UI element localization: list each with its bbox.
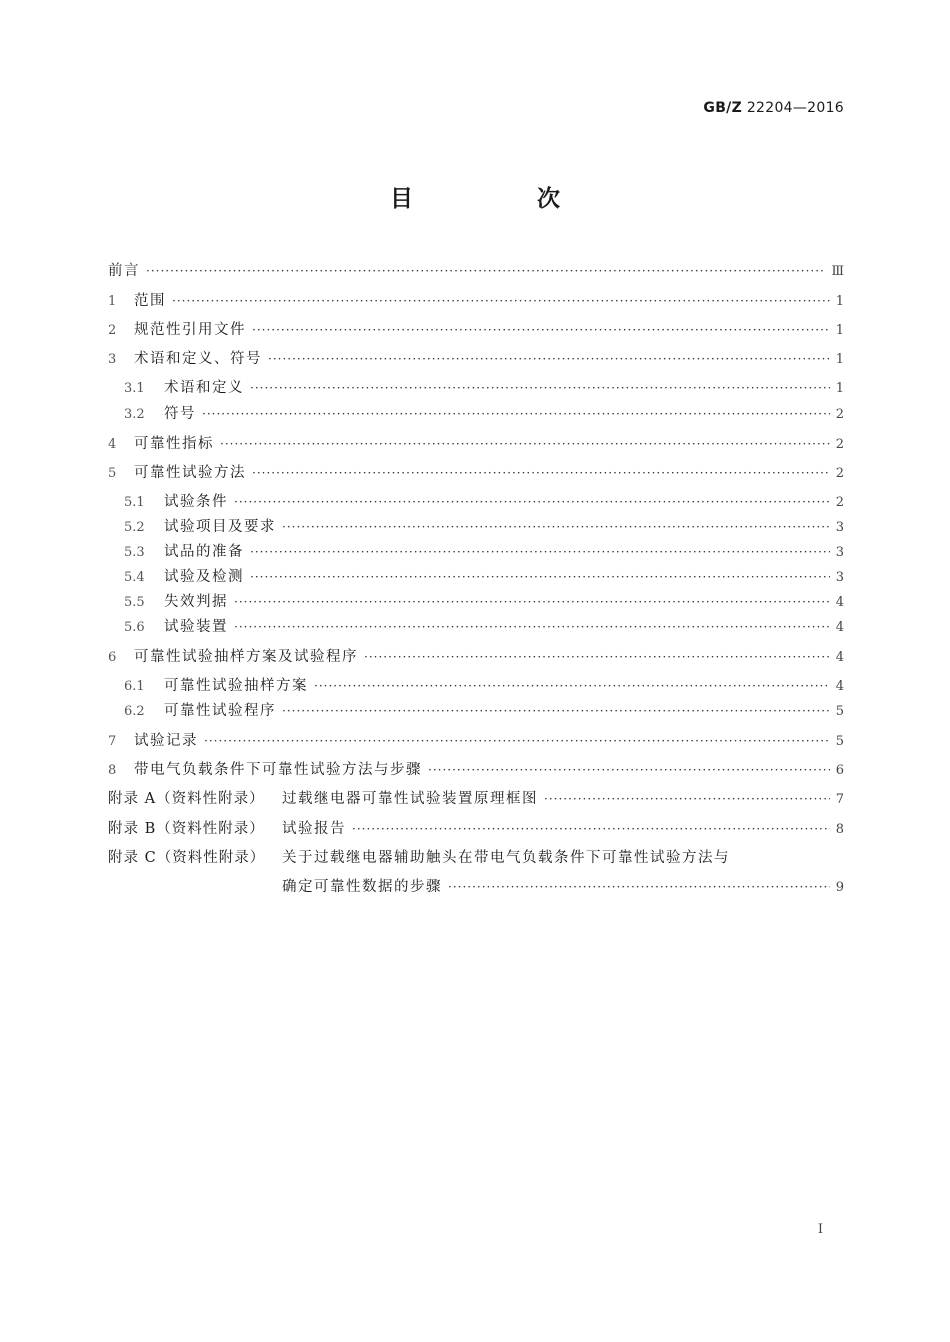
toc-entry[interactable] [108,462,844,484]
standard-number: 22204—2016 [746,100,844,116]
toc-entry-number: 1 [108,294,117,309]
toc-leader-dots [172,290,830,312]
toc-entry-title: 符号 [164,406,196,422]
toc-entry[interactable] [108,616,844,638]
toc-entry-title: 试验条件 [164,494,228,510]
toc-entry-page: 5 [835,734,844,749]
toc-leader-dots [146,260,825,282]
toc-entry-title: 术语和定义、符号 [134,351,262,367]
page-number: Ⅰ [817,1222,823,1237]
toc-leader-dots [448,876,830,898]
toc-entry-title: 可靠性试验抽样方案及试验程序 [134,649,358,665]
toc-entry-title: 范围 [134,293,166,309]
toc-entry[interactable] [108,700,844,722]
page-title: 目 次 [389,186,618,212]
toc-entry-page: 4 [835,650,844,665]
toc-leader-dots [282,516,830,538]
standard-code [703,100,844,116]
toc-entry[interactable] [108,377,844,399]
toc-leader-dots [234,591,830,613]
toc-entry-title: 前言 [108,263,140,279]
toc-entry[interactable] [108,759,844,781]
toc-leader-dots [364,646,830,668]
toc-leader-dots [252,462,830,484]
toc-entry-number: 6 [108,650,117,665]
toc-leader-dots [250,541,830,563]
toc-leader-dots [234,491,830,513]
toc-entry-number: 3.1 [124,381,145,396]
toc-leader-dots [202,403,830,425]
toc-entry[interactable] [108,319,844,341]
toc-entry-title: 术语和定义 [164,380,244,396]
toc-entry[interactable] [108,290,844,312]
toc-entry-number: 5.1 [124,495,145,510]
toc-entry-title: 试验报告 [282,821,346,837]
toc-entry-title: 带电气负载条件下可靠性试验方法与步骤 [134,762,422,778]
toc-entry[interactable] [108,491,844,513]
toc-entry-page: 2 [835,407,844,422]
toc-entry-page: 2 [835,437,844,452]
toc-entry[interactable] [108,403,844,425]
toc-entry-title: 关于过载继电器辅助触头在带电气负载条件下可靠性试验方法与 [282,850,730,866]
toc-entry-page: 4 [835,679,844,694]
toc-leader-dots [544,788,830,810]
toc-entry[interactable] [108,876,844,898]
toc-entry-number: 5.3 [124,545,145,560]
toc-leader-dots [352,818,830,840]
toc-entry-title: 试品的准备 [164,544,244,560]
toc-entry[interactable] [108,541,844,563]
toc-entry-title: 试验项目及要求 [164,519,276,535]
toc-entry-page: Ⅲ [831,264,844,279]
toc-entry-page: 3 [835,520,844,535]
toc-entry-number: 5.5 [124,595,145,610]
toc-entry[interactable] [108,818,844,840]
toc-entry-page: 6 [835,763,844,778]
toc-entry[interactable] [108,348,844,370]
toc-entry-page: 4 [835,595,844,610]
toc-leader-dots [220,433,830,455]
toc-entry-page: 1 [835,294,844,309]
toc-entry-number: 3.2 [124,407,145,422]
toc-entry-page: 8 [835,822,844,837]
toc-entry-page: 9 [835,880,844,895]
toc-entry-title: 试验装置 [164,619,228,635]
toc-entry[interactable] [108,516,844,538]
toc-entry-number: 8 [108,763,117,778]
toc-leader-dots [282,700,830,722]
toc-leader-dots [204,730,830,752]
toc-entry-number: 附录 A（资料性附录） [108,791,265,807]
toc-entry[interactable] [108,847,844,869]
toc-entry-title: 试验记录 [134,733,198,749]
toc-entry-number: 3 [108,352,117,367]
toc-entry-number: 6.2 [124,704,145,719]
toc-entry-title: 可靠性试验方法 [134,465,246,481]
toc-entry-title: 可靠性指标 [134,436,214,452]
toc-leader-dots [250,566,830,588]
toc-entry-page: 2 [835,466,844,481]
toc-entry-number: 7 [108,734,117,749]
toc-entry-title: 失效判据 [164,594,228,610]
toc-leader-dots [252,319,830,341]
toc-entry-number: 4 [108,437,117,452]
toc-leader-dots [314,675,830,697]
toc-entry-title: 过载继电器可靠性试验装置原理框图 [282,791,538,807]
toc-entry-number: 附录 C（资料性附录） [108,850,266,866]
toc-leader-dots [428,759,830,781]
toc-entry[interactable] [108,788,844,810]
toc-entry-title: 可靠性试验抽样方案 [164,678,308,694]
toc-entry[interactable] [108,675,844,697]
toc-entry[interactable] [108,730,844,752]
toc-entry-title: 规范性引用文件 [134,322,246,338]
toc-entry-page: 7 [835,792,844,807]
toc-entry-page: 1 [835,381,844,396]
toc-entry-page: 2 [835,495,844,510]
toc-entry[interactable] [108,566,844,588]
toc-entry[interactable] [108,260,844,282]
toc-leader-dots [268,348,830,370]
toc-entry-number: 5 [108,466,117,481]
toc-entry[interactable] [108,646,844,668]
toc-entry-number: 2 [108,323,117,338]
toc-entry-number: 5.4 [124,570,145,585]
toc-entry-title: 可靠性试验程序 [164,703,276,719]
toc-entry-page: 1 [835,323,844,338]
toc-entry-page: 3 [835,545,844,560]
toc-leader-dots [250,377,830,399]
toc-leader-dots [234,616,830,638]
toc-entry-number: 附录 B（资料性附录） [108,821,265,837]
toc-entry-title: 确定可靠性数据的步骤 [282,879,442,895]
toc-entry-page: 5 [835,704,844,719]
toc-entry-page: 1 [835,352,844,367]
toc-entry-title: 试验及检测 [164,569,244,585]
toc-entry-number: 6.1 [124,679,145,694]
toc-entry-page: 3 [835,570,844,585]
toc-entry[interactable] [108,591,844,613]
standard-prefix: GB/Z [703,100,743,116]
toc-entry-number: 5.6 [124,620,145,635]
toc-entry[interactable] [108,433,844,455]
toc-entry-page: 4 [835,620,844,635]
toc-entry-number: 5.2 [124,520,145,535]
